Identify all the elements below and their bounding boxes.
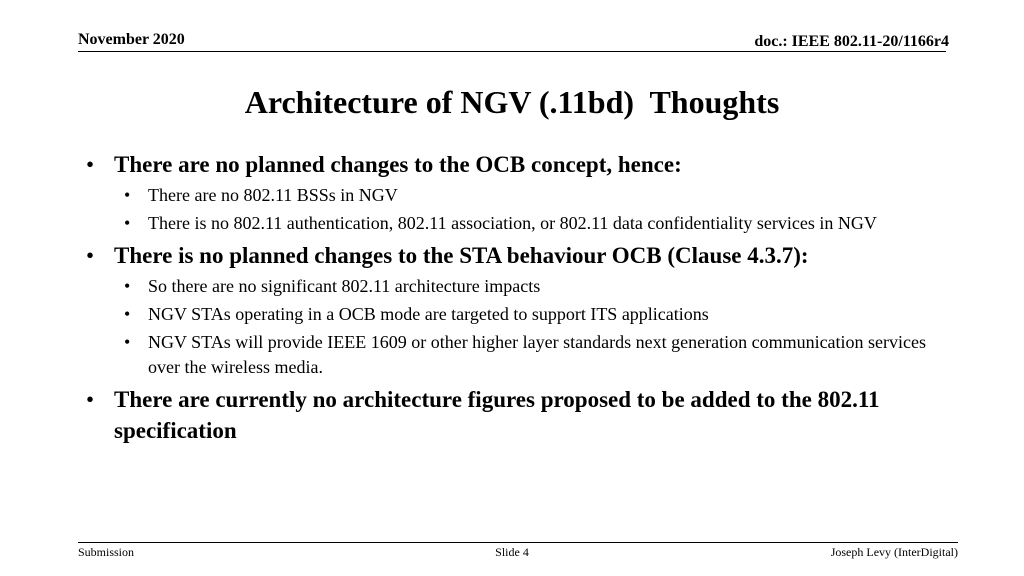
slide-title: Architecture of NGV (.11bd) Thoughts (244, 84, 780, 120)
bullet-dot: • (86, 243, 95, 268)
sub-bullet-dot: • (124, 332, 131, 352)
sub-bullet-dot: • (124, 213, 131, 233)
bullet-dot: • (86, 387, 95, 412)
sub-bullet-dot: • (124, 185, 131, 205)
bullet-3 (80, 384, 960, 446)
header-rule (78, 51, 946, 52)
sub-bullet-text: There is no 802.11 authentication, 802.11 association, or 802.11 data confidentiality services in NGV (148, 213, 877, 233)
sub-bullet-2-1 (80, 274, 960, 299)
bullet-dot: • (86, 152, 95, 177)
sub-bullet-1-2 (80, 211, 960, 236)
bullet-1 (80, 149, 960, 180)
bullet-2 (80, 240, 960, 271)
footer-slide-number: Slide 4 (495, 545, 529, 559)
sub-bullet-2-3 (80, 330, 960, 380)
footer-rule (78, 542, 958, 543)
sub-bullet-dot: • (124, 304, 131, 324)
sub-bullet-2-2 (80, 302, 960, 327)
slide-body (80, 145, 960, 446)
bullet-text: There are currently no architecture figures proposed to be added to the 802.11 specification (114, 387, 880, 443)
bullet-text: There are no planned changes to the OCB concept, hence: (114, 152, 682, 177)
footer-submission: Submission (78, 545, 135, 559)
sub-bullet-text: NGV STAs operating in a OCB mode are targeted to support ITS applications (148, 304, 709, 324)
header-date: November 2020 (78, 31, 185, 48)
sub-bullet-1-1 (80, 183, 960, 208)
header-doc-id: doc.: IEEE 802.11-20/1166r4 (754, 33, 949, 50)
bullet-text: There is no planned changes to the STA behaviour OCB (Clause 4.3.7): (114, 243, 809, 268)
sub-bullet-text: So there are no significant 802.11 architecture impacts (148, 276, 541, 296)
footer-author: Joseph Levy (InterDigital) (830, 545, 958, 559)
sub-bullet-text: NGV STAs will provide IEEE 1609 or other higher layer standards next generation communication services over the wireless media. (148, 332, 927, 377)
sub-bullet-text: There are no 802.11 BSSs in NGV (148, 185, 398, 205)
sub-bullet-dot: • (124, 276, 131, 296)
